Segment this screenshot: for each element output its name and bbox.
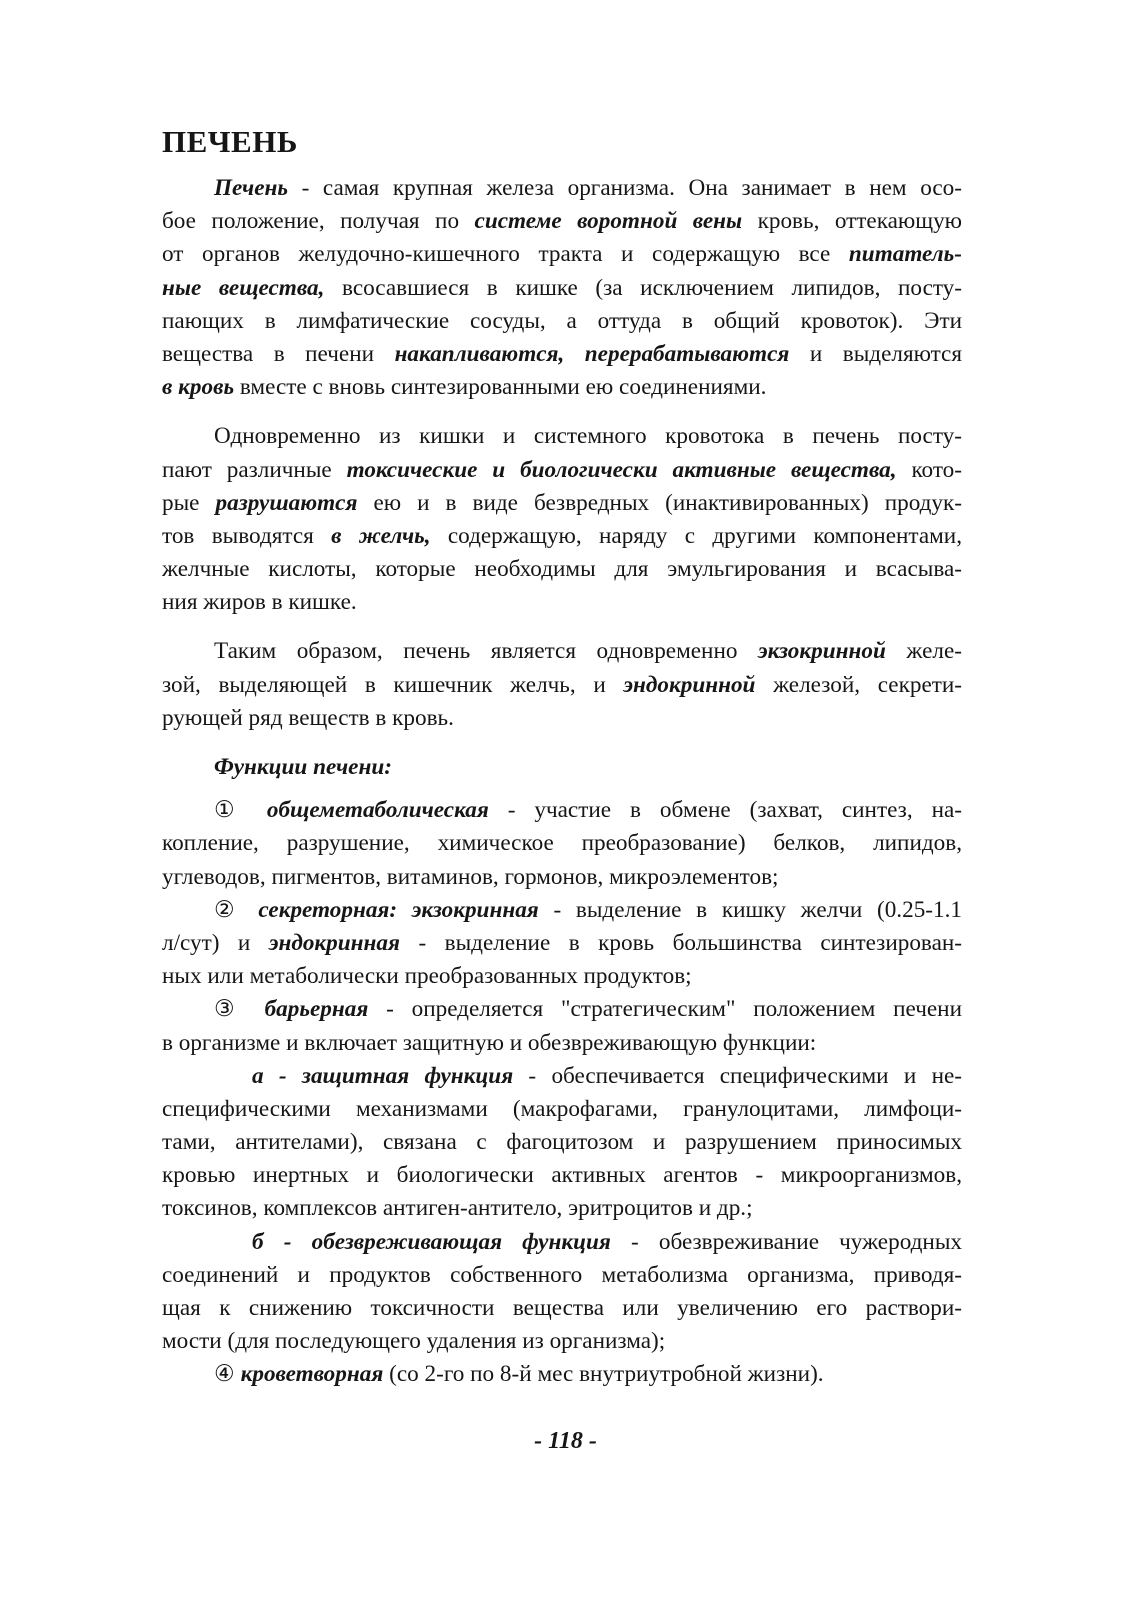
- text-run: мости (для последующего удаления из организма);: [162, 1328, 666, 1355]
- text-run: зой, выделяющей в кишечник желчь, и: [162, 671, 624, 698]
- emphasis-text: в кровь: [162, 374, 235, 401]
- text-line: [162, 1060, 962, 1093]
- emphasis-text: барьерная: [264, 996, 369, 1023]
- text-line: [162, 1226, 962, 1259]
- text-line: [162, 338, 962, 371]
- text-run: рующей ряд веществ в кровь.: [162, 704, 454, 731]
- text-line: [162, 861, 962, 894]
- text-run: ных или метаболически преобразованных продуктов;: [162, 963, 692, 990]
- emphasis-text: эндокринная: [268, 929, 400, 956]
- text-line: [162, 794, 962, 827]
- emphasis-text: ные вещества,: [162, 274, 325, 301]
- text-run: - обезвреживание чужеродных: [610, 1228, 962, 1255]
- emphasis-text: Функции печени:: [214, 754, 392, 780]
- emphasis-text: Печень: [214, 175, 288, 201]
- paragraph-gap: [162, 784, 962, 794]
- text-run: углеводов, пигментов, витаминов, гормонов, микроэлементов;: [162, 863, 779, 890]
- emphasis-text: системе воротной вены: [474, 208, 743, 235]
- text-run: - определяется "стратегическим" положением печени: [368, 996, 962, 1023]
- text-line: [162, 993, 962, 1026]
- text-run: от органов желудочно-кишечного тракта и содержащую все: [162, 241, 849, 268]
- emphasis-text: в желчь,: [331, 522, 431, 549]
- text-run: специфическими механизмами (макрофагами, гранулоцитами, лимфоци-: [162, 1095, 962, 1122]
- text-run: л/сут) и: [162, 929, 269, 956]
- text-run: - выделение в кровь большинства синтезирован-: [399, 929, 962, 956]
- text-run: соединений и продуктов собственного метаболизма организма, приводя-: [162, 1261, 962, 1288]
- text-run: кото-: [896, 456, 962, 483]
- text-line: [162, 371, 962, 404]
- text-run: кровью инертных и биологически активных агентов - микроорганизмов,: [162, 1162, 962, 1189]
- text-line: [162, 894, 962, 927]
- text-run: вещества в печени: [162, 340, 395, 367]
- text-run: - обеспечивается специфическими и не-: [513, 1062, 963, 1089]
- text-line: [162, 960, 962, 993]
- text-line: [162, 1159, 962, 1192]
- text-run: содержащую, наряду с другими компонентами,: [430, 522, 962, 549]
- emphasis-text: кроветворная: [240, 1361, 384, 1388]
- text-line: [162, 586, 962, 619]
- text-run: ①: [214, 797, 267, 824]
- text-run: - самая крупная железа организма. Она занимает в нем осо-: [287, 175, 962, 201]
- text-run: всосавшиеся в кишке (за исключением липидов, посту-: [324, 274, 962, 301]
- text-run: железой, секрети-: [755, 671, 962, 698]
- text-line: [162, 305, 962, 338]
- text-run: и выделяются: [789, 340, 963, 367]
- text-run: ④: [214, 1361, 241, 1388]
- emphasis-text: токсические и биологически активные вещества,: [346, 456, 897, 483]
- text-line: [162, 553, 962, 586]
- page-title: ПЕЧЕНЬ: [162, 124, 298, 159]
- text-line: [162, 205, 962, 238]
- text-run: бое положение, получая по: [162, 208, 475, 235]
- text-run: ②: [214, 896, 259, 923]
- text-line: [162, 1358, 962, 1391]
- emphasis-text: разрушаются: [215, 489, 358, 516]
- emphasis-text: секреторная: экзокринная: [258, 896, 539, 923]
- text-line: [162, 1093, 962, 1126]
- text-line: [162, 1126, 962, 1159]
- text-line: [162, 1292, 962, 1325]
- text-run: (со 2-го по 8-й мес внутриутробной жизни).: [383, 1361, 824, 1388]
- emphasis-text: питатель-: [848, 241, 962, 268]
- text-line: [162, 420, 962, 453]
- text-run: Таким образом, печень является одновременно: [214, 638, 758, 665]
- text-line: [162, 520, 962, 553]
- emphasis-text: эндокринной: [623, 671, 756, 698]
- text-line: [162, 272, 962, 305]
- emphasis-text: накапливаются, перерабатываются: [394, 340, 790, 367]
- paragraph-gap: [162, 735, 962, 751]
- text-line: [162, 454, 962, 487]
- text-run: щая к снижению токсичности вещества или увеличению его раствори-: [162, 1295, 962, 1321]
- text-line: [162, 1325, 962, 1358]
- text-run: ③: [214, 996, 265, 1023]
- emphasis-text: экзокринной: [757, 638, 886, 665]
- text-run: рые: [162, 489, 216, 516]
- text-run: - участие в обмене (захват, синтез, на-: [488, 797, 962, 824]
- emphasis-text: общеметаболическая: [266, 797, 489, 824]
- body-text: [162, 172, 962, 1392]
- text-run: в организме и включает защитную и обезвреживающую функции:: [162, 1029, 817, 1056]
- text-line: [162, 238, 962, 271]
- text-line: [162, 751, 962, 784]
- text-run: пающих в лимфатические сосуды, а оттуда в общий кровоток). Эти: [162, 307, 962, 334]
- text-line: [162, 927, 962, 960]
- text-run: токсинов, комплексов антиген-антитело, эритроцитов и др.;: [162, 1195, 753, 1222]
- text-line: [162, 635, 962, 668]
- text-run: желе-: [885, 638, 962, 665]
- text-run: ния жиров в кишке.: [162, 589, 357, 616]
- text-run: пают различные: [162, 456, 347, 483]
- text-run: копление, разрушение, химическое преобразование) белков, липидов,: [162, 830, 962, 857]
- text-run: тов выводятся: [162, 522, 332, 549]
- text-line: [162, 669, 962, 702]
- emphasis-text: б - обезвреживающая функция: [252, 1228, 611, 1255]
- text-run: вместе с вновь синтезированными ею соединениями.: [234, 374, 767, 401]
- text-line: [162, 1192, 962, 1225]
- text-line: [162, 172, 962, 205]
- text-run: - выделение в кишку желчи (0.25-1.1: [538, 896, 962, 923]
- text-run: ею и в виде безвредных (инактивированных) продук-: [357, 489, 962, 516]
- text-run: Одновременно из кишки и системного кровотока в печень посту-: [214, 423, 962, 450]
- text-line: [162, 1259, 962, 1292]
- paragraph-gap: [162, 619, 962, 635]
- text-run: кровь, оттекающую: [742, 208, 962, 235]
- text-line: [162, 487, 962, 520]
- emphasis-text: а - защитная функция: [252, 1062, 514, 1089]
- text-line: [162, 827, 962, 860]
- text-line: [162, 1027, 962, 1060]
- paragraph-gap: [162, 404, 962, 420]
- page-number: - 118 -: [534, 1428, 597, 1454]
- text-line: [162, 702, 962, 735]
- text-run: желчные кислоты, которые необходимы для эмульгирования и всасыва-: [162, 556, 962, 583]
- text-run: тами, антителами), связана с фагоцитозом и разрушением приносимых: [162, 1129, 962, 1156]
